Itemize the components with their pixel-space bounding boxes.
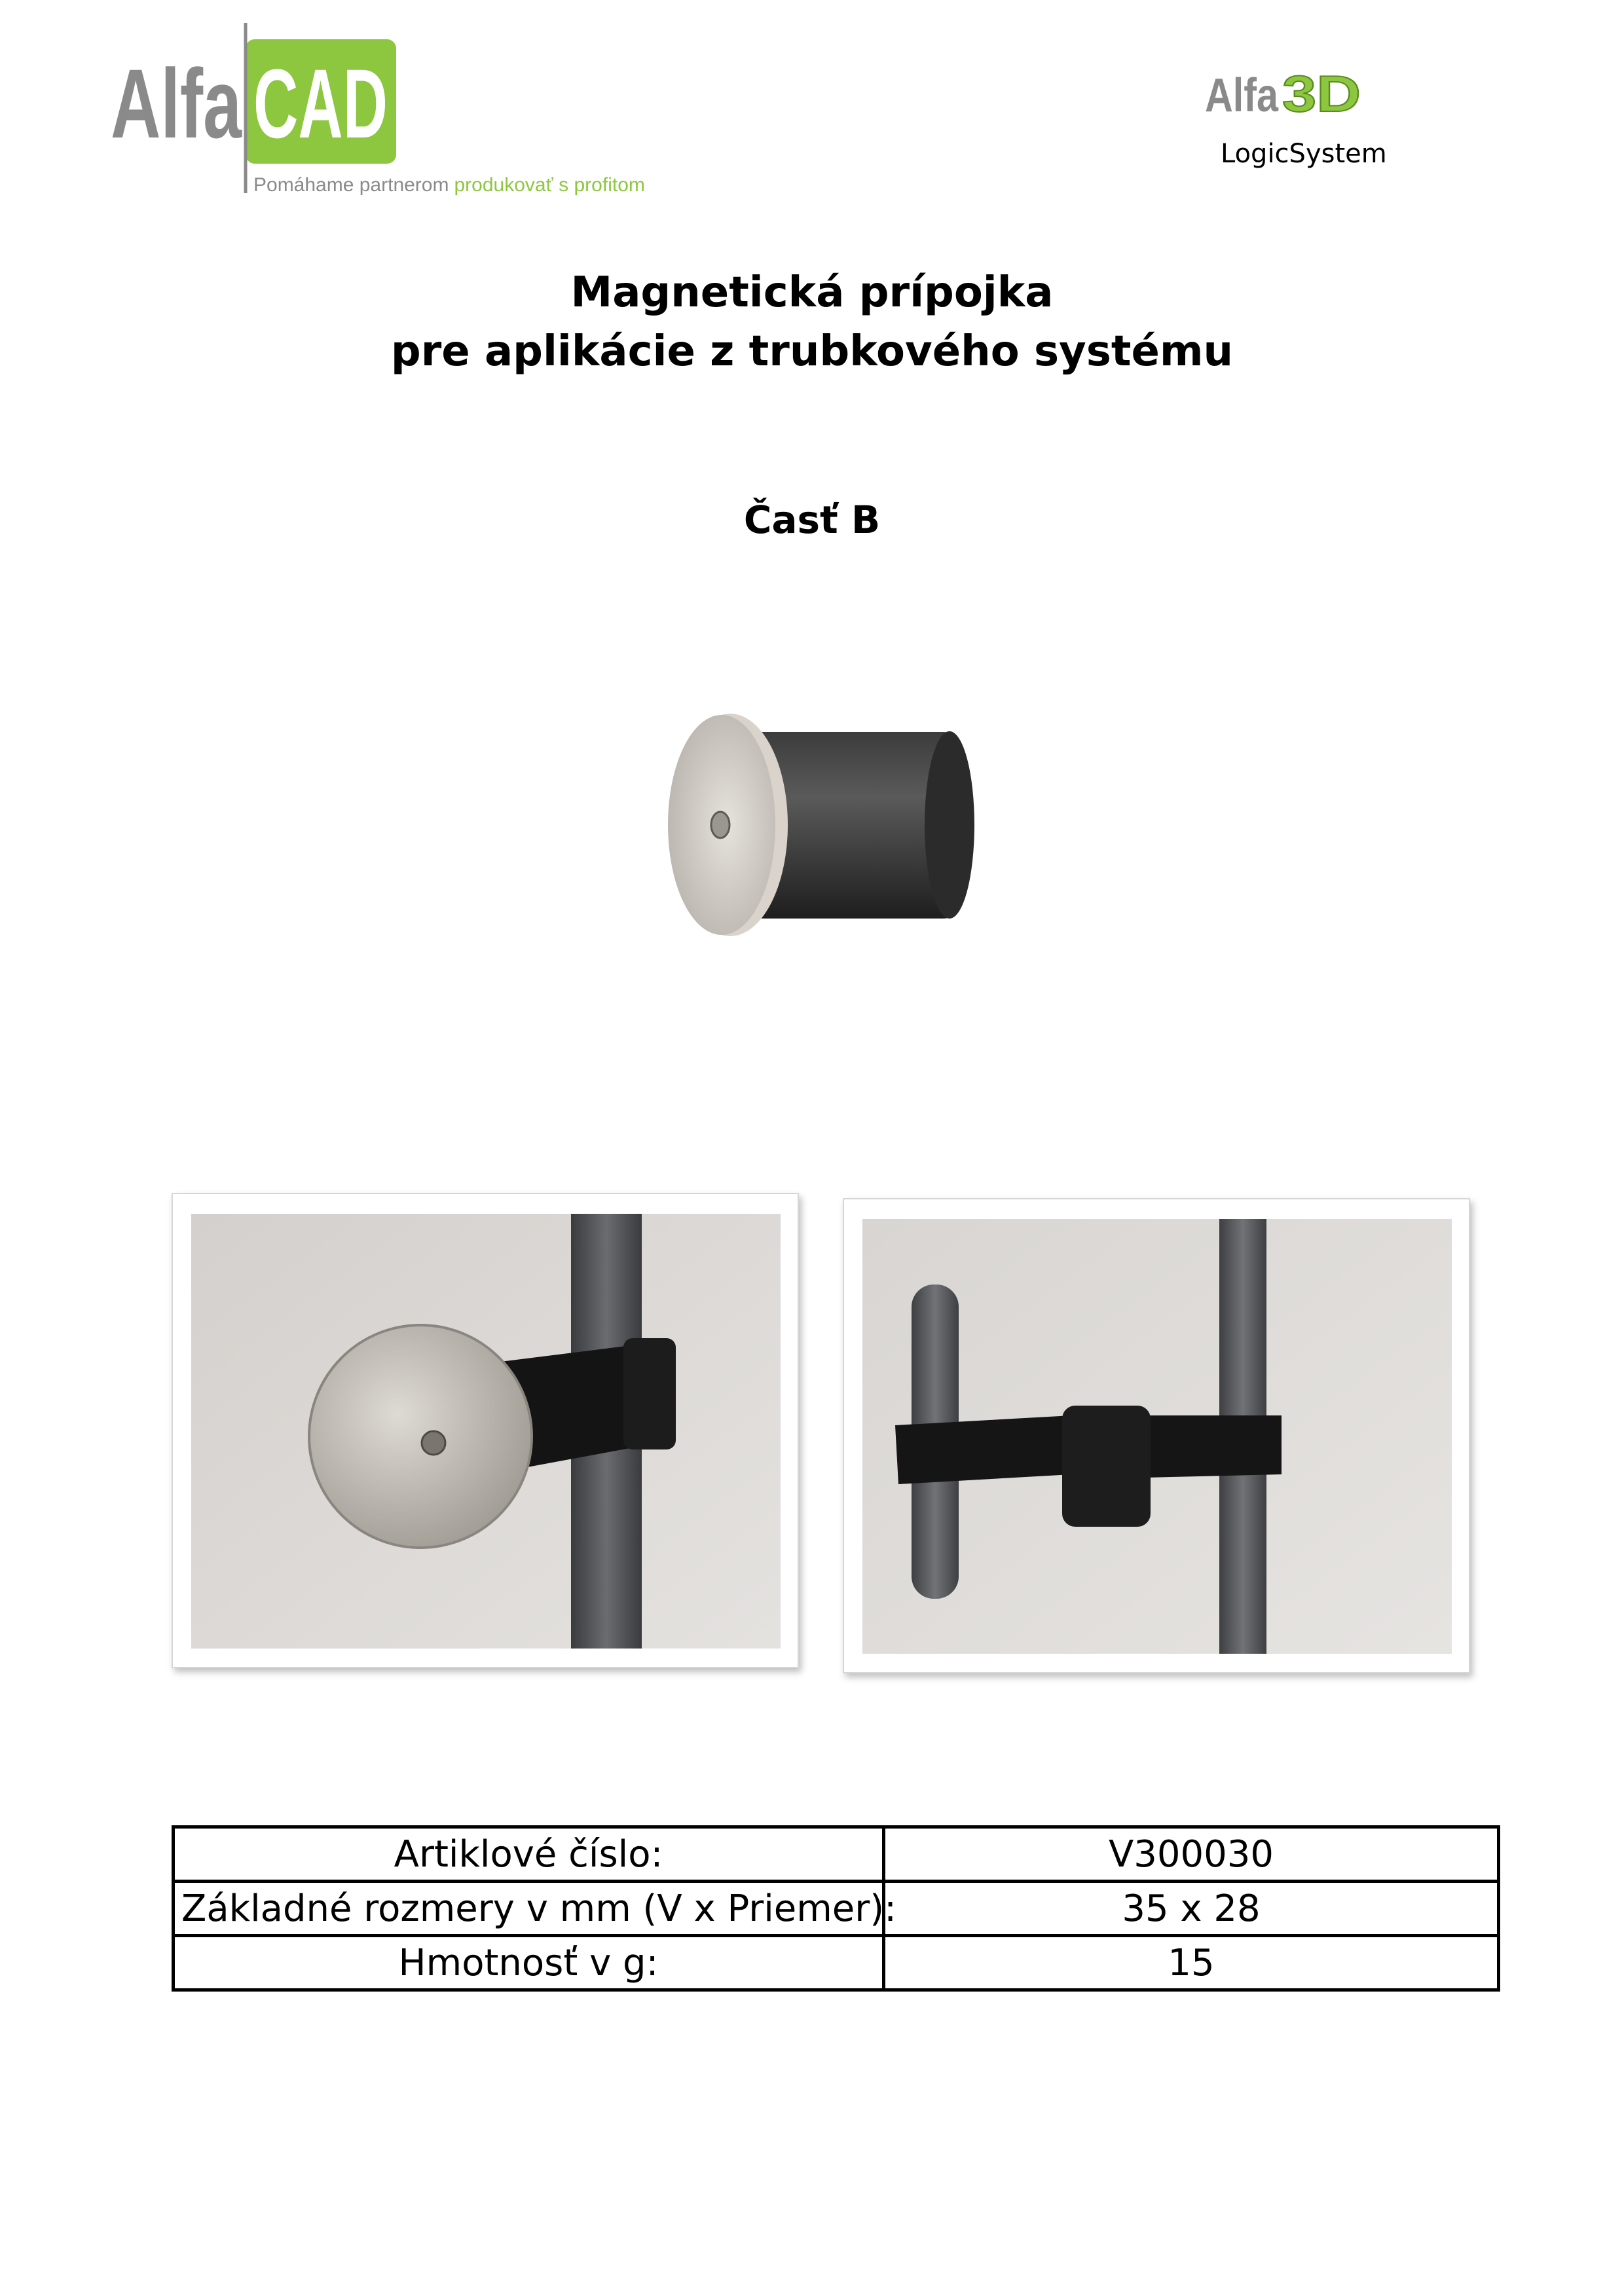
- logo-brand-part2: CAD: [253, 48, 388, 158]
- magnet-disc-front: [309, 1325, 532, 1548]
- logo-right-caption: LogicSystem: [1221, 139, 1387, 169]
- disc-screw: [711, 812, 729, 838]
- alfacad-logo: [108, 20, 645, 203]
- spec-value: 15: [884, 1936, 1499, 1990]
- document-title-line2: pre aplikácie z trubkového systému: [390, 327, 1234, 376]
- photo-connected-tubes: [843, 1198, 1470, 1673]
- magnet-pair: [1062, 1406, 1151, 1527]
- logo-right-brand-part2: 3D: [1282, 65, 1361, 122]
- logo-brand-part1: Alfa: [111, 48, 243, 158]
- section-label: Časť B: [743, 498, 881, 542]
- product-photo-magnet: [616, 707, 1022, 982]
- spec-label: Hmotnosť v g:: [174, 1936, 884, 1990]
- spec-label: Základné rozmery v mm (V x Priemer):: [174, 1882, 884, 1936]
- photo-1-image: [191, 1214, 781, 1649]
- spec-table: [172, 1825, 1500, 1992]
- photo-2-image: [862, 1219, 1452, 1654]
- logo-right-brand-part1: Alfa: [1205, 69, 1279, 122]
- table-row: [174, 1882, 1499, 1936]
- spec-label: Artiklové číslo:: [174, 1827, 884, 1882]
- document-title-line1: Magnetická prípojka: [570, 268, 1054, 317]
- photo-mounted-connector: [172, 1193, 799, 1668]
- disc-screw-front: [422, 1431, 445, 1455]
- spec-value: V300030: [884, 1827, 1499, 1882]
- table-row: [174, 1827, 1499, 1882]
- left-clamp: [895, 1415, 1072, 1484]
- alfa3d-logo: [1205, 65, 1401, 175]
- table-row: [174, 1936, 1499, 1990]
- spec-value: 35 x 28: [884, 1882, 1499, 1936]
- logo-tagline: Pomáhame partnerom produkovať s profitom: [253, 174, 645, 196]
- right-clamp: [1144, 1415, 1282, 1478]
- magnet-body-end: [925, 731, 974, 919]
